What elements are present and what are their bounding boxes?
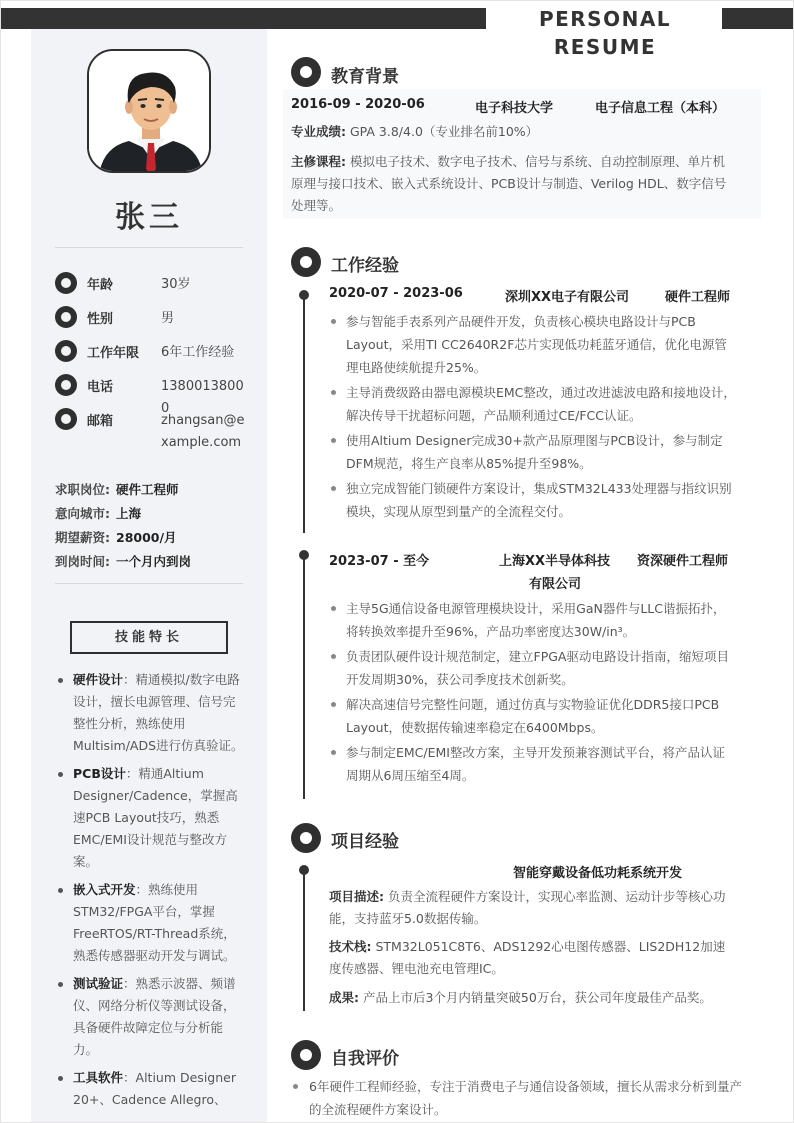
info-value: 30岁 bbox=[161, 277, 191, 292]
avatar-portrait-icon bbox=[89, 51, 211, 173]
work-bullets bbox=[329, 597, 737, 789]
info-label: 邮箱 bbox=[87, 414, 114, 429]
skill-item bbox=[55, 973, 247, 1061]
list-item: 独立完成智能门锁硬件方案设计，集成STM32L433处理器与指纹识别模块，实现从原型到量产的全流程交付。 bbox=[329, 477, 737, 523]
job-label: 到岗时间: bbox=[55, 554, 110, 569]
experience-icon bbox=[55, 340, 77, 362]
skill-desc: ：Altium Designer 20+、Cadence Allegro、 bbox=[73, 1070, 236, 1107]
list-item: 主导消费级路由器电源模块EMC整改，通过改进滤波电路和接地设计，解决传导干扰超标问题，产品顺利通过CE/FCC认证。 bbox=[329, 381, 737, 427]
avatar bbox=[87, 49, 211, 173]
timeline-dot bbox=[299, 865, 309, 875]
skill-name: 工具软件 bbox=[73, 1070, 124, 1085]
info-row-gender bbox=[55, 306, 255, 330]
work-period: 2020-07 - 2023-06 bbox=[329, 286, 463, 301]
info-row-phone bbox=[55, 374, 255, 416]
skill-desc: ：熟悉示波器、频谱仪、网络分析仪等测试设备，具备硬件故障定位与分析能力。 bbox=[73, 976, 236, 1057]
job-value: 上海 bbox=[116, 506, 142, 521]
gender-icon bbox=[55, 306, 77, 328]
work-section-icon bbox=[291, 247, 321, 277]
project-section-icon bbox=[291, 823, 321, 853]
self-eval-section-icon bbox=[291, 1040, 321, 1070]
info-row-email bbox=[55, 408, 255, 450]
education-period: 2016-09 - 2020-06 bbox=[291, 97, 425, 112]
result-label: 成果: bbox=[329, 990, 359, 1005]
skill-item bbox=[55, 1067, 247, 1111]
job-row-salary bbox=[55, 528, 177, 546]
info-label: 性别 bbox=[87, 312, 114, 327]
header-bar-left bbox=[0, 8, 486, 29]
timeline-line bbox=[303, 553, 305, 799]
header-bar-right bbox=[722, 8, 794, 29]
skill-item bbox=[55, 669, 247, 757]
list-item: 6年硬件工程师经验，专注于消费电子与通信设备领域，擅长从需求分析到量产的全流程硬件方案设计。 bbox=[289, 1075, 749, 1121]
info-value: 男 bbox=[161, 311, 175, 326]
score-label: 专业成绩: bbox=[291, 124, 346, 139]
sidebar bbox=[31, 29, 267, 1123]
profile-name: 张三 bbox=[115, 200, 183, 235]
list-item: 负责团队硬件设计规范制定，建立FPGA驱动电路设计指南，缩短项目开发周期30%，获公司季度技术创新奖。 bbox=[329, 645, 737, 691]
courses-value: 模拟电子技术、数字电子技术、信号与系统、自动控制原理、单片机原理与接口技术、嵌入式系统设计、PCB设计与制造、Verilog HDL、数字信号处理等。 bbox=[291, 154, 727, 213]
work-company-cont: 有限公司 bbox=[529, 577, 582, 592]
work-company: 上海XX半导体科技 bbox=[499, 554, 611, 569]
education-title: 教育背景 bbox=[331, 67, 399, 87]
tech-value: STM32L051C8T6、ADS1292心电图传感器、LIS2DH12加速度传感器、锂电池充电管理IC。 bbox=[329, 939, 726, 976]
work-company: 深圳XX电子有限公司 bbox=[505, 290, 630, 305]
job-row-city bbox=[55, 504, 141, 522]
project-result bbox=[329, 987, 737, 1009]
courses-label: 主修课程: bbox=[291, 154, 346, 169]
job-value: 硬件工程师 bbox=[116, 482, 179, 497]
project-title: 项目经验 bbox=[331, 832, 399, 852]
age-icon bbox=[55, 272, 77, 294]
score-value: GPA 3.8/4.0（专业排名前10%） bbox=[346, 124, 539, 139]
skill-name: 嵌入式开发 bbox=[73, 882, 136, 897]
skill-item bbox=[55, 879, 247, 967]
project-name: 智能穿戴设备低功耗系统开发 bbox=[513, 866, 683, 881]
timeline-line bbox=[303, 293, 305, 533]
main-content bbox=[275, 29, 766, 1123]
result-value: 产品上市后3个月内销量突破50万台，获公司年度最佳产品奖。 bbox=[359, 990, 712, 1005]
divider bbox=[55, 583, 243, 584]
skill-desc: ：精通模拟/数字电路设计，擅长电源管理、信号完整性分析，熟练使用Multisim/ADS进行仿真验证。 bbox=[73, 672, 244, 753]
list-item: 参与制定EMC/EMI整改方案，主导开发预兼容测试平台，将产品认证周期从6周压缩至4周。 bbox=[329, 741, 737, 787]
project-tech bbox=[329, 936, 737, 980]
self-eval-title: 自我评价 bbox=[331, 1049, 399, 1069]
list-item: 参与智能手表系列产品硬件开发，负责核心模块电路设计与PCB Layout，采用TI CC2640R2F芯片实现低功耗蓝牙通信，优化电源管理电路使续航提升25%。 bbox=[329, 310, 737, 379]
timeline-line bbox=[303, 867, 305, 1011]
skills-list bbox=[55, 669, 247, 1117]
project-desc bbox=[329, 886, 737, 930]
list-item: 主导5G通信设备电源管理模块设计，采用GaN器件与LLC谐振拓扑，将转换效率提升至96%，产品功率密度达30W/in³。 bbox=[329, 597, 737, 643]
job-row-start bbox=[55, 552, 191, 570]
job-label: 求职岗位: bbox=[55, 482, 110, 497]
list-item: 解决高速信号完整性问题，通过仿真与实物验证优化DDR5接口PCB Layout，使数据传输速率稳定在6400Mbps。 bbox=[329, 693, 737, 739]
list-item: 使用Altium Designer完成30+款产品原理图与PCB设计，参与制定DFM规范，将生产良率从85%提升至98%。 bbox=[329, 429, 737, 475]
info-label: 工作年限 bbox=[87, 346, 140, 361]
education-major: 电子信息工程（本科） bbox=[595, 101, 726, 116]
skill-name: PCB设计 bbox=[73, 766, 126, 781]
job-value: 一个月内到岗 bbox=[116, 554, 192, 569]
email-icon bbox=[55, 408, 77, 430]
skill-item bbox=[55, 763, 247, 873]
job-value: 28000/月 bbox=[116, 530, 177, 545]
work-period: 2023-07 - 至今 bbox=[329, 554, 430, 569]
info-label: 电话 bbox=[87, 380, 114, 395]
skill-name: 测试验证 bbox=[73, 976, 124, 991]
info-label: 年龄 bbox=[87, 278, 114, 293]
work-position: 资深硬件工程师 bbox=[637, 554, 729, 569]
timeline-dot bbox=[299, 550, 309, 560]
info-value: 13800138000 bbox=[161, 379, 244, 416]
job-label: 期望薪资: bbox=[55, 530, 110, 545]
info-value: 6年工作经验 bbox=[161, 345, 235, 360]
timeline-dot bbox=[299, 290, 309, 300]
phone-icon bbox=[55, 374, 77, 396]
skill-name: 硬件设计 bbox=[73, 672, 124, 687]
divider bbox=[55, 247, 243, 248]
work-bullets bbox=[329, 310, 737, 525]
skills-title: 技能特长 bbox=[70, 621, 228, 654]
tech-label: 技术栈: bbox=[329, 939, 372, 954]
desc-label: 项目描述: bbox=[329, 889, 384, 904]
skill-desc: ：精通Altium Designer/Cadence，掌握高速PCB Layout技巧，熟悉EMC/EMI设计规范与整改方案。 bbox=[73, 766, 238, 869]
education-score bbox=[291, 121, 751, 143]
work-position: 硬件工程师 bbox=[665, 290, 731, 305]
job-label: 意向城市: bbox=[55, 506, 110, 521]
info-row-age bbox=[55, 272, 255, 296]
education-school: 电子科技大学 bbox=[475, 101, 554, 116]
job-row-position bbox=[55, 480, 179, 498]
self-eval-list bbox=[289, 1075, 749, 1121]
email-link[interactable]: zhangsan@example.com bbox=[161, 413, 245, 450]
education-courses bbox=[291, 151, 731, 217]
work-title: 工作经验 bbox=[331, 256, 399, 276]
skill-desc: ：熟练使用STM32/FPGA平台，掌握FreeRTOS/RT-Thread系统，熟悉传感器驱动开发与调试。 bbox=[73, 882, 236, 963]
resume-title: PERSONAL RESUME bbox=[538, 7, 672, 59]
desc-value: 负责全流程硬件方案设计，实现心率监测、运动计步等核心功能，支持蓝牙5.0数据传输。 bbox=[329, 889, 726, 926]
education-section-icon bbox=[291, 57, 321, 87]
info-row-experience bbox=[55, 340, 255, 364]
